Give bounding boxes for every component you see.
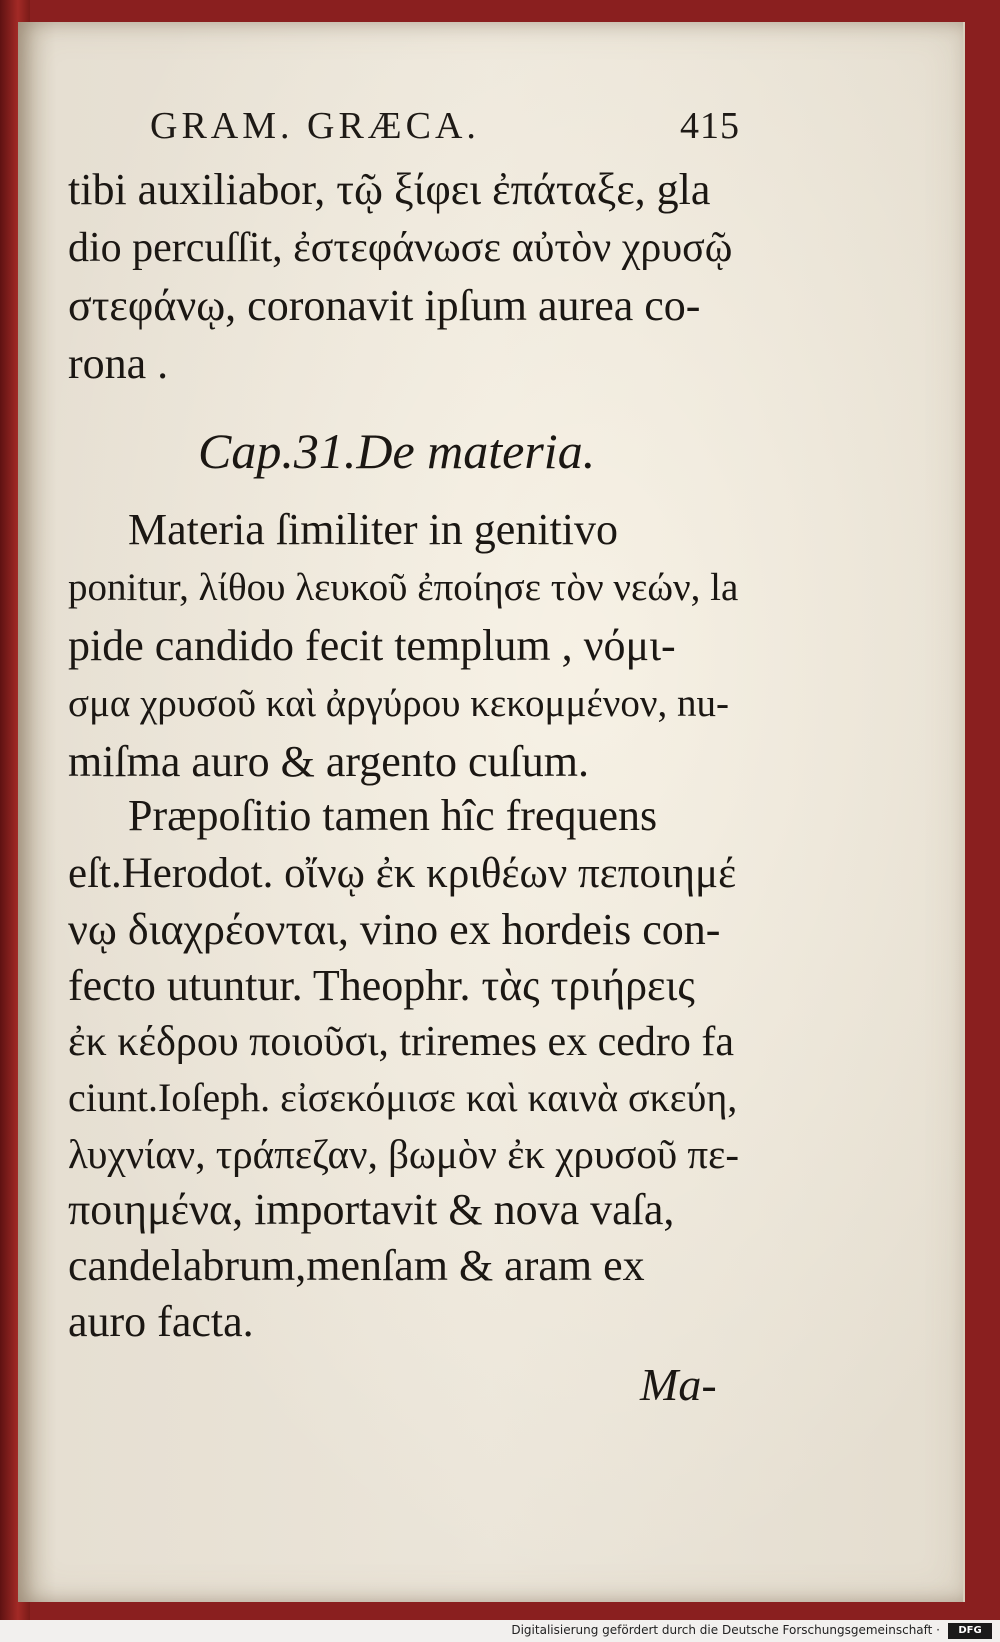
text-line: λυχνίαν, τράπεζαν, βωμὸν ἐκ χρυσοῦ πε- [68,1131,739,1177]
page-number: 415 [680,105,740,147]
text-line: ciunt.Ioſeph. εἰσεκόμισε καὶ καινὰ σκεύη, [68,1075,738,1120]
catchword: Ma- [640,1359,717,1410]
text-line: ποιημένα, importavit & nova vaſa, [68,1185,675,1234]
digitization-footer [0,1620,1000,1642]
text-line: eſt.Herodot. οἴνῳ ἐκ κριθέων πεποιημέ [68,850,737,897]
book-page [18,22,965,1602]
running-head-title: GRAM. GRÆCA. [150,105,480,147]
text-line: σμα χρυσοῦ καὶ ἀργύρου κεκομμένον, nu- [68,682,730,725]
text-line: tibi auxiliabor, τῷ ξίφει ἐπάταξε, gla [68,165,711,214]
text-line: Præpoſitio tamen hîc frequens [128,791,658,840]
running-head [150,104,740,148]
chapter-heading: Cap.31.De materia. [198,423,596,479]
text-line: fecto utuntur. Theophr. τὰς τριήρεις [68,961,695,1010]
text-line: miſma auro & argento cuſum. [68,737,589,786]
text-line: candelabrum,menſam & aram ex [68,1241,645,1290]
text-line: rona . [68,339,169,388]
text-line: ponitur, λίθου λευκοῦ ἐποίησε τὸν νεών, la [68,566,739,609]
text-line: Materia ſimiliter in genitivo [128,505,618,554]
footer-credit: Digitalisierung gefördert durch die Deutsche Forschungsgemeinschaft · [511,1623,940,1637]
text-line: στεφάνῳ, coronavit ipſum aurea co- [68,281,701,330]
text-line: dio percuſſit, ἐστεφάνωσε αὐτὸν χρυσῷ [68,225,733,271]
text-line: νῳ διαχρέονται, vino ex hordeis con- [68,905,721,954]
text-line: auro facta. [68,1297,254,1346]
dfg-logo: DFG [948,1623,992,1639]
text-line: pide candido fecit templum , νόμι- [68,621,676,670]
text-line: ἐκ κέδρου ποιοῦσι, triremes ex cedro fa [68,1019,735,1065]
